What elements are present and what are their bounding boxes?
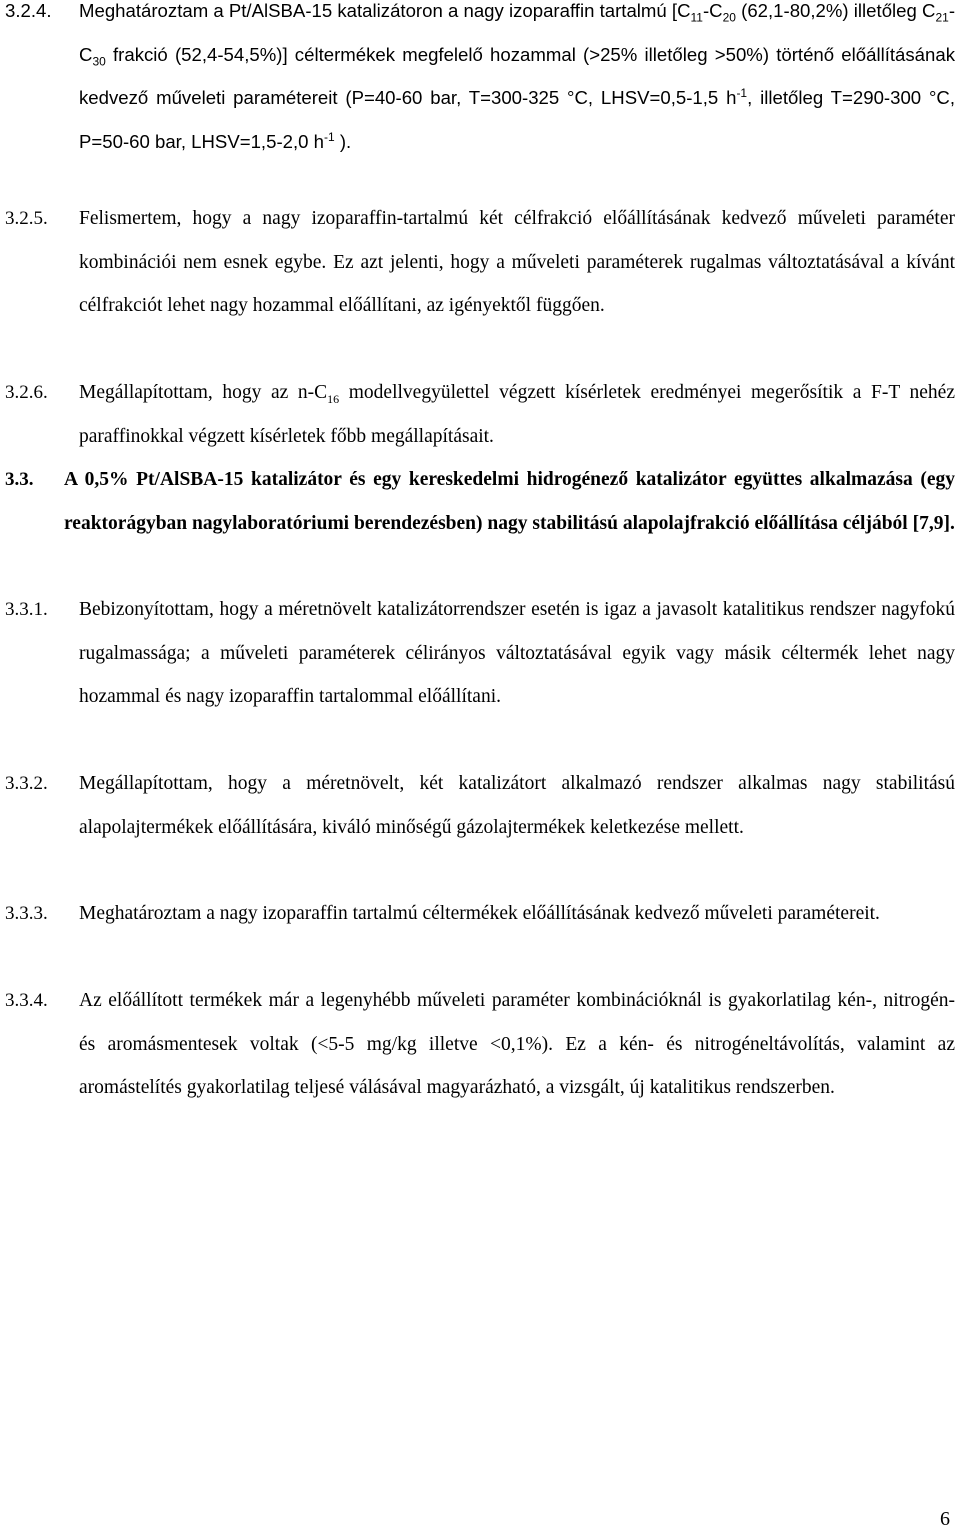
section-number: 3.3.3. [5,903,48,924]
finding-item [5,371,955,458]
text-run: modellvegyülettel végzett kísérletek eredményei megerősítik a F-T nehéz paraffinokkal végzett kísérletek főbb megállapításait. [79,382,955,447]
text-run: , illetőleg T=290-300 °C, P=50-60 bar, LHSV=1,5-2,0 h [79,87,955,152]
text-run: Megállapítottam, hogy a méretnövelt, két katalizátort alkalmazó rendszer alkalmas nagy stabilitású alapolajtermékek előállítására, kiváló minőségű gázolajtermékek keletkezése mellett. [79,773,955,838]
subscript: 11 [690,10,703,25]
text-run: Meghatároztam a nagy izoparaffin tartalmú céltermékek előállításának kedvező műveleti paramétereit. [79,903,880,924]
finding-item [5,588,955,719]
finding-item [5,979,955,1110]
text-run: A 0,5% Pt/AlSBA-15 katalizátor és egy kereskedelmi hidrogénező katalizátor együttes alkalmazása (egy reaktorágyban nagylaboratóriumi berendezésben) nagy stabilitású alapolajfrakció előállítása céljából [7,9]. [64,469,955,534]
text-run: Bebizonyítottam, hogy a méretnövelt katalizátorrendszer esetén is igaz a javasolt katalitikus rendszer nagyfokú rugalmassága; a műveleti paraméterek célirányos változtatásával egyik vagy másik céltermék lehet nagy hozammal és nagy izoparaffin tartalommal előállítani. [79,599,955,708]
finding-text [79,371,955,458]
finding-text [79,892,955,936]
text-run: Felismertem, hogy a nagy izoparaffin-tartalmú két célfrakció előállításának kedvező műveleti paraméter kombinációi nem esnek egybe. Ez azt jelenti, hogy a műveleti paraméterek rugalmas változtatásával a kívánt célfrakciót lehet nagy hozammal előállítani, az igényektől függően. [79,208,955,317]
text-run: -C [702,0,723,21]
finding-text [79,197,955,328]
subscript: 20 [722,10,736,25]
text-run: Az előállított termékek már a legenyhébb műveleti paraméter kombinációknál is gyakorlatilag kén-, nitrogén- és aromásmentesek voltak (<5-5 mg/kg illetve <0,1%). Ez a kén- és nitrogéneltávolítás, valamint az aromástelítés gyakorlatilag teljesé válásával magyarázható, a vizsgált, új katalitikus rendszerben. [79,990,955,1099]
finding-item [5,458,955,545]
subscript: 16 [327,391,340,406]
text-run: -C [79,0,956,65]
text-run: frakció (52,4-54,5%)] céltermékek megfelelő hozammal (>25% illetőleg >50%) történő előállításának kedvező műveleti paramétereit (P=40-60 bar, T=300-325 °C, LHSV=0,5-1,5 h [79,43,955,109]
text-run: ). [334,130,352,152]
subscript: 21 [935,10,949,25]
section-number: 3.3.2. [5,773,48,794]
finding-text [64,458,955,545]
page-number: 6 [940,1508,950,1530]
superscript: -1 [324,129,335,144]
finding-item [5,197,955,328]
section-number: 3.2.5. [5,208,48,229]
subscript: 30 [92,54,106,69]
finding-text [79,588,955,719]
text-run: (62,1-80,2%) illetőleg C [735,0,936,21]
superscript: -1 [736,86,748,100]
section-number: 3.3. [5,469,34,490]
finding-item [5,0,955,163]
finding-text [79,762,955,849]
section-number: 3.2.4. [5,0,52,21]
finding-text [79,0,955,163]
finding-text [79,979,955,1110]
section-number: 3.2.6. [5,382,48,403]
section-number: 3.3.1. [5,599,48,620]
finding-item [5,762,955,849]
section-number: 3.3.4. [5,990,48,1011]
finding-item [5,892,955,936]
text-run: Meghatároztam a Pt/AlSBA-15 katalizátoron a nagy izoparaffin tartalmú [C [79,0,691,21]
text-run: Megállapítottam, hogy az n-C [79,382,328,403]
